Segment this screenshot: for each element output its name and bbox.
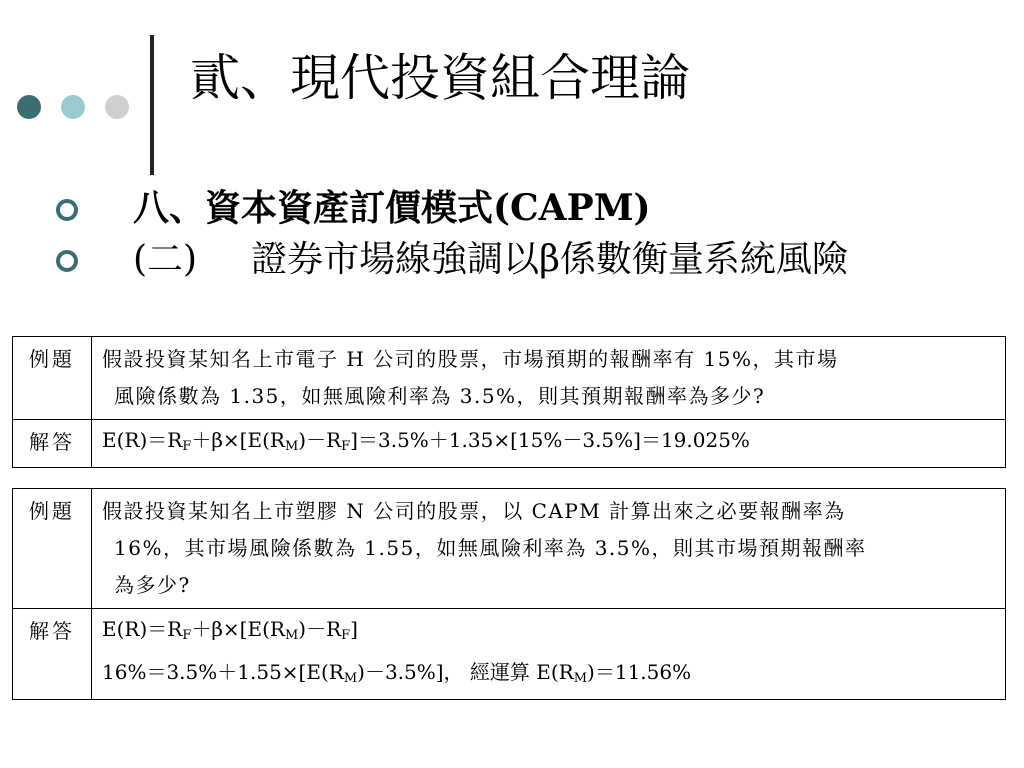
subscript-f: F (341, 628, 351, 643)
example-table-2 (12, 488, 1006, 700)
slide-title: 貳、現代投資組合理論 (190, 49, 690, 107)
formula-minus-rf: )－R (298, 428, 342, 452)
answer-result: ＝3.5%＋1.35×[15%－3.5%]＝19.025% (357, 428, 750, 452)
decor-dot-light (61, 95, 85, 119)
formula-beta-term: ＋β×[E(R (191, 428, 285, 452)
answer-text (92, 420, 1006, 468)
answer-label: 解答 (13, 420, 92, 468)
subscript-m: M (573, 671, 588, 686)
subscript-f: F (341, 439, 351, 454)
example-table-1 (12, 336, 1006, 468)
bullet-ring-icon (56, 199, 78, 221)
question-text (92, 489, 1006, 609)
subscript-f: F (182, 439, 192, 454)
question-line: 為多少? (114, 573, 191, 597)
answer-line2-prefix: 16%＝3.5%＋1.55×[E(R (102, 660, 344, 684)
bullet-ring-icon (56, 250, 78, 272)
formula-close: ] (350, 428, 358, 452)
answer-text (92, 609, 1006, 700)
question-label: 例題 (13, 489, 92, 609)
formula-lhs: E(R)＝R (102, 428, 183, 452)
bullet-sml-text: 證券市場線強調以β係數衡量系統風險 (251, 239, 848, 280)
title-divider (150, 35, 154, 175)
subscript-m: M (284, 628, 299, 643)
question-line: 假設投資某知名上市塑膠 N 公司的股票，以 CAPM 計算出來之必要報酬率為 (102, 499, 846, 523)
decor-dot-dark (17, 95, 41, 119)
answer-line2-mid: )－3.5%]， 經運算 E(R (357, 660, 574, 684)
formula-close: ] (350, 617, 358, 641)
question-text (92, 337, 1006, 420)
subscript-m: M (284, 439, 299, 454)
formula-lhs: E(R)＝R (102, 617, 183, 641)
bullet-sml-prefix: (二) (133, 239, 198, 280)
bullet-capm: 八、資本資產訂價模式(CAPM) (133, 187, 651, 229)
answer-line2-suffix: )＝11.56% (587, 660, 692, 684)
question-line: 風險係數為 1.35，如無風險利率為 3.5%，則其預期報酬率為多少? (114, 384, 766, 408)
formula-beta-term: ＋β×[E(R (191, 617, 285, 641)
question-line: 16%，其市場風險係數為 1.55，如無風險利率為 3.5%，則其市場預期報酬率 (114, 536, 867, 560)
subscript-f: F (182, 628, 192, 643)
subscript-m: M (343, 671, 358, 686)
decor-dot-gray (105, 95, 129, 119)
bullet-sml (133, 237, 848, 283)
formula-minus-rf: )－R (298, 617, 342, 641)
answer-label: 解答 (13, 609, 92, 700)
question-label: 例題 (13, 337, 92, 420)
question-line: 假設投資某知名上市電子 H 公司的股票，市場預期的報酬率有 15%，其市場 (102, 347, 839, 371)
